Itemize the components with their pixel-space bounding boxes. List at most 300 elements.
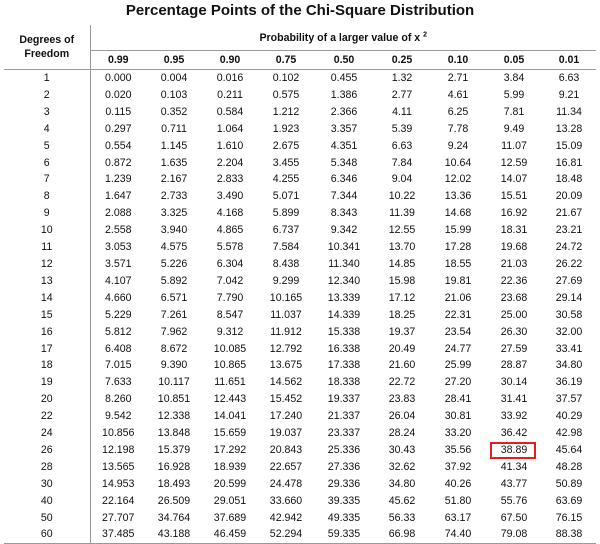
value-cell: 7.84 bbox=[391, 156, 413, 169]
df-cell: 2 bbox=[4, 87, 90, 104]
value-cell: 56.33 bbox=[388, 511, 416, 524]
value-cell: 7.790 bbox=[216, 291, 244, 304]
value-cell: 30.14 bbox=[500, 376, 528, 389]
value-cell: 43.188 bbox=[146, 526, 202, 543]
value-cell: 3.940 bbox=[160, 224, 188, 237]
value-cell: 1.064 bbox=[216, 122, 244, 135]
value-cell: 5.899 bbox=[272, 207, 300, 220]
table-row bbox=[4, 171, 596, 188]
value-cell: 5.226 bbox=[160, 257, 188, 270]
value-cell: 27.20 bbox=[444, 376, 472, 389]
value-cell: 15.379 bbox=[157, 443, 191, 456]
df-cell: 3 bbox=[4, 104, 90, 121]
value-cell: 0.211 bbox=[217, 88, 243, 101]
value-cell: 8.547 bbox=[216, 308, 244, 321]
value-cell: 52.294 bbox=[258, 526, 314, 543]
value-cell: 2.088 bbox=[104, 207, 132, 220]
df-cell: 22 bbox=[4, 408, 90, 425]
value-cell: 25.00 bbox=[500, 308, 528, 321]
df-cell: 50 bbox=[4, 510, 90, 527]
value-cell: 19.81 bbox=[444, 274, 472, 287]
value-cell: 9.21 bbox=[558, 88, 580, 101]
value-cell: 4.107 bbox=[104, 274, 132, 287]
value-cell: 23.337 bbox=[327, 427, 361, 440]
value-cell: 18.939 bbox=[213, 460, 247, 473]
value-cell: 0.000 bbox=[104, 72, 132, 84]
probability-header bbox=[90, 25, 596, 51]
table-row bbox=[4, 408, 596, 425]
table-row bbox=[4, 222, 596, 239]
value-cell: 30.58 bbox=[555, 308, 583, 321]
value-cell: 17.28 bbox=[444, 241, 472, 254]
value-cell: 13.848 bbox=[157, 427, 191, 440]
value-cell: 22.31 bbox=[444, 308, 472, 321]
value-cell: 28.24 bbox=[388, 427, 416, 440]
value-cell: 24.72 bbox=[555, 241, 583, 254]
value-cell: 12.340 bbox=[327, 274, 361, 287]
column-header-row bbox=[4, 51, 596, 70]
value-cell: 31.41 bbox=[500, 393, 528, 406]
value-cell: 22.72 bbox=[388, 376, 416, 389]
value-cell: 36.19 bbox=[555, 376, 583, 389]
value-cell: 5.812 bbox=[104, 325, 132, 338]
table-row bbox=[4, 391, 596, 408]
value-cell: 6.63 bbox=[391, 139, 413, 152]
value-cell: 11.07 bbox=[501, 139, 527, 152]
df-cell: 16 bbox=[4, 324, 90, 341]
value-cell: 2.204 bbox=[216, 156, 244, 169]
value-cell: 2.833 bbox=[216, 173, 244, 186]
value-cell: 12.792 bbox=[269, 342, 303, 355]
value-cell: 6.25 bbox=[447, 105, 469, 118]
value-cell: 7.78 bbox=[447, 122, 469, 135]
value-cell: 0.584 bbox=[216, 105, 244, 118]
value-cell: 11.912 bbox=[270, 325, 302, 338]
value-cell: 0.575 bbox=[272, 88, 300, 101]
value-cell: 34.80 bbox=[388, 477, 416, 490]
value-cell: 10.64 bbox=[444, 156, 472, 169]
value-cell: 19.37 bbox=[388, 325, 416, 338]
value-cell: 7.962 bbox=[160, 325, 188, 338]
table-row bbox=[4, 290, 596, 307]
value-cell: 35.56 bbox=[444, 443, 472, 456]
value-cell: 3.455 bbox=[272, 156, 300, 169]
value-cell: 17.240 bbox=[269, 410, 303, 423]
value-cell: 5.348 bbox=[330, 156, 358, 169]
value-cell: 12.59 bbox=[500, 156, 528, 169]
value-cell: 2.71 bbox=[447, 72, 469, 84]
df-cell: 17 bbox=[4, 341, 90, 358]
value-cell: 0.004 bbox=[160, 72, 188, 84]
table-row bbox=[4, 104, 596, 121]
value-cell: 10.117 bbox=[158, 376, 190, 389]
column-header-0.99: 0.99 bbox=[90, 51, 146, 70]
value-cell: 18.493 bbox=[157, 477, 191, 490]
value-cell: 74.40 bbox=[430, 526, 486, 543]
df-cell: 28 bbox=[4, 459, 90, 476]
table-row bbox=[4, 188, 596, 205]
value-cell: 1.610 bbox=[216, 139, 244, 152]
table-row bbox=[4, 493, 596, 510]
value-cell: 59.335 bbox=[314, 526, 374, 543]
df-cell: 11 bbox=[4, 239, 90, 256]
value-cell: 29.336 bbox=[327, 477, 361, 490]
value-cell: 14.85 bbox=[388, 257, 416, 270]
table-row bbox=[4, 138, 596, 155]
value-cell: 16.928 bbox=[157, 460, 191, 473]
value-cell: 4.351 bbox=[330, 139, 358, 152]
value-cell: 34.80 bbox=[555, 359, 583, 372]
value-cell: 11.037 bbox=[270, 308, 302, 321]
value-cell: 9.342 bbox=[330, 224, 358, 237]
value-cell: 66.98 bbox=[374, 526, 430, 543]
value-cell: 37.92 bbox=[444, 460, 472, 473]
value-cell: 12.02 bbox=[444, 173, 472, 186]
value-cell: 10.341 bbox=[327, 241, 361, 254]
value-cell: 22.164 bbox=[102, 494, 135, 507]
value-cell: 13.28 bbox=[555, 122, 583, 135]
value-cell: 10.22 bbox=[388, 190, 416, 203]
value-cell: 42.942 bbox=[269, 511, 303, 524]
value-cell: 27.69 bbox=[555, 274, 583, 287]
value-cell: 1.635 bbox=[160, 156, 188, 169]
df-cell: 18 bbox=[4, 357, 90, 374]
df-header-line2: Freedom bbox=[24, 48, 70, 60]
value-cell: 21.67 bbox=[555, 207, 583, 220]
table-row bbox=[4, 155, 596, 172]
value-cell: 50.89 bbox=[555, 477, 583, 490]
value-cell: 0.297 bbox=[104, 122, 132, 135]
value-cell: 63.69 bbox=[555, 494, 583, 507]
df-cell: 12 bbox=[4, 256, 90, 273]
df-cell: 30 bbox=[4, 476, 90, 493]
df-cell: 14 bbox=[4, 290, 90, 307]
value-cell: 0.102 bbox=[272, 72, 300, 84]
table-row bbox=[4, 205, 596, 222]
value-cell: 14.562 bbox=[269, 376, 303, 389]
value-cell: 3.490 bbox=[216, 190, 244, 203]
value-cell: 4.11 bbox=[392, 105, 412, 118]
chi-square-table bbox=[4, 25, 596, 544]
value-cell: 9.299 bbox=[272, 274, 300, 287]
value-cell: 6.63 bbox=[558, 72, 580, 84]
table-row bbox=[4, 425, 596, 442]
value-cell: 0.103 bbox=[160, 88, 188, 101]
table-row bbox=[4, 70, 596, 87]
value-cell: 6.737 bbox=[272, 224, 300, 237]
value-cell: 23.83 bbox=[388, 393, 416, 406]
value-cell: 19.337 bbox=[327, 393, 361, 406]
value-cell: 48.28 bbox=[555, 460, 583, 473]
value-cell: 9.390 bbox=[160, 359, 188, 372]
df-header-line1: Degrees of bbox=[19, 34, 75, 46]
value-cell: 39.335 bbox=[327, 494, 361, 507]
column-header-0.10: 0.10 bbox=[430, 51, 486, 70]
value-cell: 2.167 bbox=[160, 173, 188, 186]
table-row bbox=[4, 273, 596, 290]
value-cell: 17.12 bbox=[388, 291, 416, 304]
value-cell: 1.239 bbox=[104, 173, 132, 186]
value-cell: 15.99 bbox=[444, 224, 472, 237]
value-cell: 20.599 bbox=[213, 477, 247, 490]
value-cell: 12.443 bbox=[213, 393, 247, 406]
value-cell: 37.689 bbox=[213, 511, 247, 524]
value-cell: 12.338 bbox=[157, 410, 191, 423]
value-cell: 20.09 bbox=[555, 190, 583, 203]
value-cell: 0.455 bbox=[330, 72, 358, 84]
df-cell: 6 bbox=[4, 155, 90, 172]
column-header-0.05: 0.05 bbox=[486, 51, 542, 70]
value-cell: 9.04 bbox=[391, 173, 413, 186]
value-cell: 0.554 bbox=[104, 139, 132, 152]
value-cell: 22.36 bbox=[500, 274, 528, 287]
value-cell: 7.344 bbox=[330, 190, 358, 203]
value-cell: 27.59 bbox=[500, 342, 528, 355]
value-cell: 27.707 bbox=[102, 511, 135, 524]
column-header-0.25: 0.25 bbox=[374, 51, 430, 70]
value-cell: 6.346 bbox=[330, 173, 358, 186]
value-cell: 25.336 bbox=[327, 443, 361, 456]
value-cell: 40.29 bbox=[555, 410, 583, 423]
df-cell: 13 bbox=[4, 273, 90, 290]
value-cell: 18.25 bbox=[388, 308, 416, 321]
column-header-0.90: 0.90 bbox=[202, 51, 258, 70]
value-cell: 32.62 bbox=[388, 460, 416, 473]
value-cell: 22.657 bbox=[269, 460, 303, 473]
value-cell: 76.15 bbox=[555, 511, 583, 524]
value-cell: 28.41 bbox=[444, 393, 472, 406]
value-cell: 5.578 bbox=[216, 241, 244, 254]
value-cell: 10.865 bbox=[213, 359, 247, 372]
value-cell: 18.31 bbox=[500, 224, 528, 237]
highlighted-value-cell bbox=[486, 442, 542, 459]
value-cell: 2.366 bbox=[330, 105, 358, 118]
value-cell: 63.17 bbox=[444, 511, 472, 524]
value-cell: 49.335 bbox=[327, 511, 361, 524]
value-cell: 15.09 bbox=[555, 139, 583, 152]
value-cell: 12.198 bbox=[102, 443, 135, 456]
table-row bbox=[4, 510, 596, 527]
df-cell: 19 bbox=[4, 374, 90, 391]
df-cell: 15 bbox=[4, 307, 90, 324]
df-cell: 9 bbox=[4, 205, 90, 222]
value-cell: 55.76 bbox=[500, 494, 528, 507]
value-cell: 10.085 bbox=[213, 342, 247, 355]
value-cell: 5.229 bbox=[104, 308, 132, 321]
column-header-0.01: 0.01 bbox=[542, 51, 596, 70]
value-cell: 24.478 bbox=[269, 477, 303, 490]
value-cell: 19.037 bbox=[269, 427, 303, 440]
value-cell: 33.660 bbox=[269, 494, 303, 507]
value-cell: 15.51 bbox=[500, 190, 528, 203]
value-cell: 5.892 bbox=[160, 274, 188, 287]
value-cell: 32.00 bbox=[555, 325, 583, 338]
value-cell: 8.260 bbox=[104, 393, 132, 406]
probability-header-superscript: 2 bbox=[423, 30, 428, 38]
value-cell: 7.633 bbox=[104, 376, 132, 389]
value-cell: 4.660 bbox=[104, 291, 132, 304]
value-cell: 24.77 bbox=[444, 342, 472, 355]
df-cell: 24 bbox=[4, 425, 90, 442]
value-cell: 2.558 bbox=[104, 224, 132, 237]
value-cell: 9.542 bbox=[104, 410, 132, 423]
value-cell: 5.071 bbox=[272, 190, 300, 203]
value-cell: 33.20 bbox=[444, 427, 472, 440]
table-row bbox=[4, 256, 596, 273]
value-cell: 37.57 bbox=[555, 393, 583, 406]
df-cell: 4 bbox=[4, 121, 90, 138]
value-cell: 8.438 bbox=[272, 257, 300, 270]
value-cell: 20.49 bbox=[388, 342, 416, 355]
table-row bbox=[4, 526, 596, 543]
value-cell: 41.34 bbox=[500, 460, 528, 473]
value-cell: 23.21 bbox=[555, 224, 583, 237]
df-cell: 60 bbox=[4, 526, 90, 543]
df-cell: 5 bbox=[4, 138, 90, 155]
value-cell: 18.338 bbox=[327, 376, 361, 389]
table-row bbox=[4, 87, 596, 104]
value-cell: 23.68 bbox=[500, 291, 528, 304]
value-cell: 29.051 bbox=[213, 494, 247, 507]
value-cell: 46.459 bbox=[202, 526, 258, 543]
value-cell: 1.145 bbox=[160, 139, 188, 152]
value-cell: 7.81 bbox=[503, 105, 525, 118]
value-cell: 8.343 bbox=[330, 207, 358, 220]
value-cell: 45.62 bbox=[388, 494, 416, 507]
value-cell: 4.255 bbox=[272, 173, 300, 186]
value-cell: 13.339 bbox=[327, 291, 361, 304]
value-cell: 19.68 bbox=[500, 241, 528, 254]
value-cell: 33.41 bbox=[555, 342, 583, 355]
degrees-of-freedom-header bbox=[4, 25, 90, 70]
value-cell: 67.50 bbox=[500, 511, 528, 524]
value-cell: 6.304 bbox=[216, 257, 244, 270]
df-cell: 7 bbox=[4, 171, 90, 188]
value-cell: 20.843 bbox=[269, 443, 303, 456]
value-cell: 8.672 bbox=[160, 342, 188, 355]
table-body bbox=[4, 70, 596, 544]
value-cell: 7.042 bbox=[216, 274, 244, 287]
table-row bbox=[4, 476, 596, 493]
value-cell: 30.81 bbox=[444, 410, 472, 423]
value-cell: 27.336 bbox=[327, 460, 361, 473]
page-title: Percentage Points of the Chi-Square Distribution bbox=[125, 2, 475, 19]
value-cell: 9.24 bbox=[447, 139, 469, 152]
value-cell: 13.565 bbox=[102, 460, 135, 473]
table-row bbox=[4, 442, 596, 459]
value-cell: 51.80 bbox=[444, 494, 472, 507]
value-cell: 1.32 bbox=[391, 72, 413, 84]
value-cell: 14.339 bbox=[327, 308, 361, 321]
table-row bbox=[4, 307, 596, 324]
probability-header-text: Probability of a larger value of x bbox=[259, 31, 421, 44]
value-cell: 5.39 bbox=[391, 122, 413, 135]
table-row bbox=[4, 459, 596, 476]
value-cell: 21.03 bbox=[500, 257, 528, 270]
value-cell: 0.872 bbox=[104, 156, 132, 169]
value-cell: 1.647 bbox=[104, 190, 132, 203]
value-cell: 14.07 bbox=[500, 173, 528, 186]
value-cell: 40.26 bbox=[444, 477, 472, 490]
value-cell: 21.337 bbox=[327, 410, 361, 423]
value-cell: 1.212 bbox=[272, 105, 300, 118]
value-cell: 11.340 bbox=[328, 257, 360, 270]
value-cell: 17.338 bbox=[327, 359, 361, 372]
value-cell: 2.733 bbox=[160, 190, 188, 203]
value-cell: 7.015 bbox=[104, 359, 132, 372]
value-cell: 4.865 bbox=[216, 224, 244, 237]
value-cell: 15.659 bbox=[213, 427, 247, 440]
value-cell: 7.261 bbox=[160, 308, 188, 321]
value-cell: 13.70 bbox=[388, 241, 416, 254]
value-cell: 3.357 bbox=[330, 122, 358, 135]
table-row bbox=[4, 357, 596, 374]
value-cell: 33.92 bbox=[500, 410, 528, 423]
value-cell: 13.36 bbox=[444, 190, 472, 203]
value-cell: 1.923 bbox=[272, 122, 300, 135]
value-cell: 10.851 bbox=[157, 393, 191, 406]
df-cell: 8 bbox=[4, 188, 90, 205]
value-cell: 5.99 bbox=[503, 88, 525, 101]
value-cell: 36.42 bbox=[500, 427, 528, 440]
value-cell: 4.168 bbox=[216, 207, 244, 220]
column-header-0.95: 0.95 bbox=[146, 51, 202, 70]
value-cell: 21.06 bbox=[444, 291, 472, 304]
df-cell: 26 bbox=[4, 442, 90, 459]
value-cell: 9.312 bbox=[216, 325, 244, 338]
value-cell: 14.041 bbox=[213, 410, 247, 423]
value-cell: 15.338 bbox=[327, 325, 361, 338]
table-row bbox=[4, 374, 596, 391]
value-cell: 14.953 bbox=[102, 477, 135, 490]
value-cell: 10.165 bbox=[269, 291, 303, 304]
value-cell: 26.509 bbox=[157, 494, 191, 507]
value-cell: 10.856 bbox=[102, 427, 135, 440]
highlighted-value-text: 38.89 bbox=[500, 443, 528, 456]
table-row bbox=[4, 324, 596, 341]
value-cell: 26.22 bbox=[555, 257, 583, 270]
value-cell: 7.584 bbox=[272, 241, 300, 254]
table-row bbox=[4, 239, 596, 256]
column-header-0.75: 0.75 bbox=[258, 51, 314, 70]
value-cell: 14.68 bbox=[444, 207, 472, 220]
value-cell: 1.386 bbox=[330, 88, 358, 101]
value-cell: 4.61 bbox=[447, 88, 469, 101]
value-cell: 13.675 bbox=[269, 359, 303, 372]
value-cell: 88.38 bbox=[542, 526, 596, 543]
value-cell: 9.49 bbox=[503, 122, 525, 135]
value-cell: 0.711 bbox=[161, 122, 187, 135]
value-cell: 16.92 bbox=[500, 207, 528, 220]
value-cell: 16.338 bbox=[327, 342, 361, 355]
value-cell: 3.571 bbox=[104, 257, 132, 270]
value-cell: 3.84 bbox=[503, 72, 525, 84]
table-row bbox=[4, 121, 596, 138]
value-cell: 11.39 bbox=[389, 207, 415, 220]
value-cell: 0.352 bbox=[160, 105, 188, 118]
value-cell: 34.764 bbox=[157, 511, 191, 524]
table-row bbox=[4, 341, 596, 358]
value-cell: 28.87 bbox=[500, 359, 528, 372]
value-cell: 37.485 bbox=[90, 526, 146, 543]
df-cell: 10 bbox=[4, 222, 90, 239]
df-cell: 20 bbox=[4, 391, 90, 408]
value-cell: 6.571 bbox=[160, 291, 188, 304]
value-cell: 45.64 bbox=[555, 443, 583, 456]
value-cell: 15.98 bbox=[388, 274, 416, 287]
value-cell: 2.675 bbox=[272, 139, 300, 152]
df-cell: 1 bbox=[4, 70, 90, 87]
